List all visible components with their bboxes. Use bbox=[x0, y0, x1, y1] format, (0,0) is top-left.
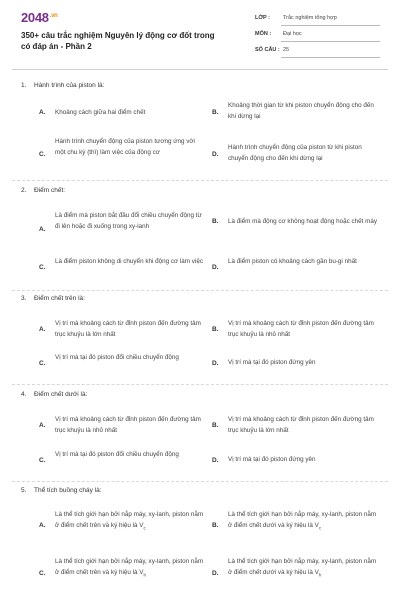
option-text[interactable]: Khoảng cách giữa hai điểm chết bbox=[55, 109, 146, 116]
option-text[interactable]: Vị trí mà tại đó piston đổi chiều chuyển động bbox=[55, 451, 179, 458]
option-letter: A. bbox=[39, 422, 46, 429]
option-letter: C. bbox=[39, 151, 46, 158]
option-letter: D. bbox=[212, 151, 219, 158]
option-text[interactable]: Vị trí mà khoảng cách từ đỉnh piston đến đường tâm trục khuỷu là lớn nhất bbox=[228, 416, 374, 434]
option-text[interactable]: Là điểm mà động cơ không hoạt động hoặc chết máy bbox=[228, 218, 378, 225]
meta-label: MÔN : bbox=[255, 31, 272, 37]
site-logo[interactable] bbox=[21, 10, 58, 25]
question-divider bbox=[12, 481, 388, 482]
option-text[interactable] bbox=[55, 509, 207, 533]
question-title bbox=[21, 187, 65, 194]
question-number: 1. bbox=[21, 82, 27, 89]
option-subscript: c bbox=[318, 525, 322, 531]
option-letter: D. bbox=[212, 570, 219, 577]
meta-underline bbox=[281, 25, 380, 26]
question-title bbox=[21, 391, 87, 398]
meta-row-subject bbox=[255, 28, 380, 44]
option-text-main: Là thể tích giới hạn bởi nắp máy, xy-lanh, piston nằm ở điểm chết dưới và ký hiệu là V bbox=[228, 558, 377, 576]
option-letter: D. bbox=[212, 457, 219, 464]
option-text[interactable]: Là điểm piston có khoảng cách gần bu-gi nhất bbox=[228, 258, 357, 265]
question-number: 5. bbox=[21, 487, 27, 494]
meta-label: SỐ CÂU : bbox=[255, 47, 280, 53]
question-divider bbox=[12, 290, 388, 291]
option-letter: A. bbox=[39, 226, 46, 233]
option-text[interactable]: Hành trình chuyển động của piston từ khi piston chuyển động cho đến khi dừng lại bbox=[228, 144, 362, 162]
option-subscript: h bbox=[143, 572, 146, 578]
option-text[interactable]: Là điểm mà piston bắt đầu đổi chiều chuyển động từ đi lên hoặc đi xuống trong xy-lanh bbox=[55, 212, 202, 230]
question-title bbox=[21, 487, 102, 494]
option-text[interactable] bbox=[228, 509, 380, 533]
option-text[interactable]: Vị trí mà tại đó piston đổi chiều chuyển động bbox=[55, 354, 179, 361]
question-divider bbox=[12, 180, 388, 181]
option-subscript: h bbox=[318, 572, 322, 578]
option-text[interactable] bbox=[228, 556, 380, 580]
option-text-main: Là thể tích giới hạn bởi nắp máy, xy-lanh, piston nằm ở điểm chết trên và ký hiệu là V bbox=[55, 511, 204, 529]
question-title bbox=[21, 82, 104, 89]
header-divider bbox=[12, 69, 388, 70]
option-text[interactable]: Vị trí mà tại đó piston đứng yên bbox=[228, 456, 316, 463]
option-letter: B. bbox=[212, 109, 219, 116]
question-number: 2. bbox=[21, 187, 27, 194]
question-number: 4. bbox=[21, 391, 27, 398]
option-letter: B. bbox=[212, 218, 219, 225]
meta-value: Trắc nghiệm tổng hợp bbox=[283, 15, 337, 21]
option-text[interactable]: Vị trí mà khoảng cách từ đỉnh piston đến đường tâm trục khuỷu là nhỏ nhất bbox=[55, 416, 201, 434]
meta-underline bbox=[281, 57, 380, 58]
question-text: Điểm chết dưới là: bbox=[34, 391, 88, 398]
option-letter: C. bbox=[39, 570, 46, 577]
option-text[interactable]: Hành trình chuyển động của piston tương ứng với một chu kỳ (thì) làm việc của động cơ bbox=[55, 138, 195, 156]
meta-info bbox=[255, 12, 380, 60]
option-letter: B. bbox=[212, 422, 219, 429]
meta-row-count bbox=[255, 44, 380, 60]
option-letter: A. bbox=[39, 522, 46, 529]
meta-value: 25 bbox=[283, 47, 290, 53]
option-letter: C. bbox=[39, 457, 46, 464]
option-text[interactable]: Vị trí mà khoảng cách từ đỉnh piston đến đường tâm trục khuỷu là lớn nhất bbox=[55, 320, 201, 338]
option-text-main: Là thể tích giới hạn bởi nắp máy, xy-lanh, piston nằm ở điểm chết trên và ký hiệu là V bbox=[55, 558, 204, 576]
question-text: Thể tích buồng cháy là: bbox=[34, 487, 102, 494]
option-text[interactable]: Khoảng thời gian từ khi piston chuyển động cho đến khi dừng lại bbox=[228, 102, 374, 120]
question-number: 3. bbox=[21, 295, 27, 302]
option-subscript: c bbox=[143, 525, 146, 531]
question-divider bbox=[12, 384, 388, 385]
logo-main: 2048 bbox=[21, 10, 49, 25]
meta-underline bbox=[281, 41, 380, 42]
option-letter: D. bbox=[212, 264, 219, 271]
option-letter: D. bbox=[212, 360, 219, 367]
meta-label: LỚP : bbox=[255, 15, 270, 21]
logo-suffix: .vn bbox=[49, 12, 58, 19]
option-text[interactable]: Là điểm piston không di chuyển khi động cơ làm việc bbox=[55, 258, 203, 265]
option-letter: C. bbox=[39, 360, 46, 367]
option-letter: B. bbox=[212, 326, 219, 333]
question-text: Hành trình của piston là: bbox=[34, 82, 105, 89]
option-letter: A. bbox=[39, 109, 46, 116]
page-title: 350+ câu trắc nghiệm Nguyên lý động cơ đốt trong có đáp án - Phần 2 bbox=[21, 31, 215, 51]
option-text[interactable]: Vị trí mà khoảng cách từ đỉnh piston đến đường tâm trục khuỷu là nhỏ nhất bbox=[228, 320, 374, 338]
question-title bbox=[21, 295, 85, 302]
meta-value: Đại học bbox=[283, 31, 302, 37]
option-text-main: Là thể tích giới hạn bởi nắp máy, xy-lanh, piston nằm ở điểm chết dưới và ký hiệu là V bbox=[228, 511, 377, 529]
option-text[interactable] bbox=[55, 556, 207, 580]
question-text: Điểm chết: bbox=[34, 187, 66, 194]
option-text[interactable]: Vị trí mà tại đó piston đứng yên bbox=[228, 359, 316, 366]
question-text: Điểm chết trên là: bbox=[34, 295, 85, 302]
option-letter: A. bbox=[39, 326, 46, 333]
option-letter: B. bbox=[212, 522, 219, 529]
option-letter: C. bbox=[39, 264, 46, 271]
meta-row-class bbox=[255, 12, 380, 28]
